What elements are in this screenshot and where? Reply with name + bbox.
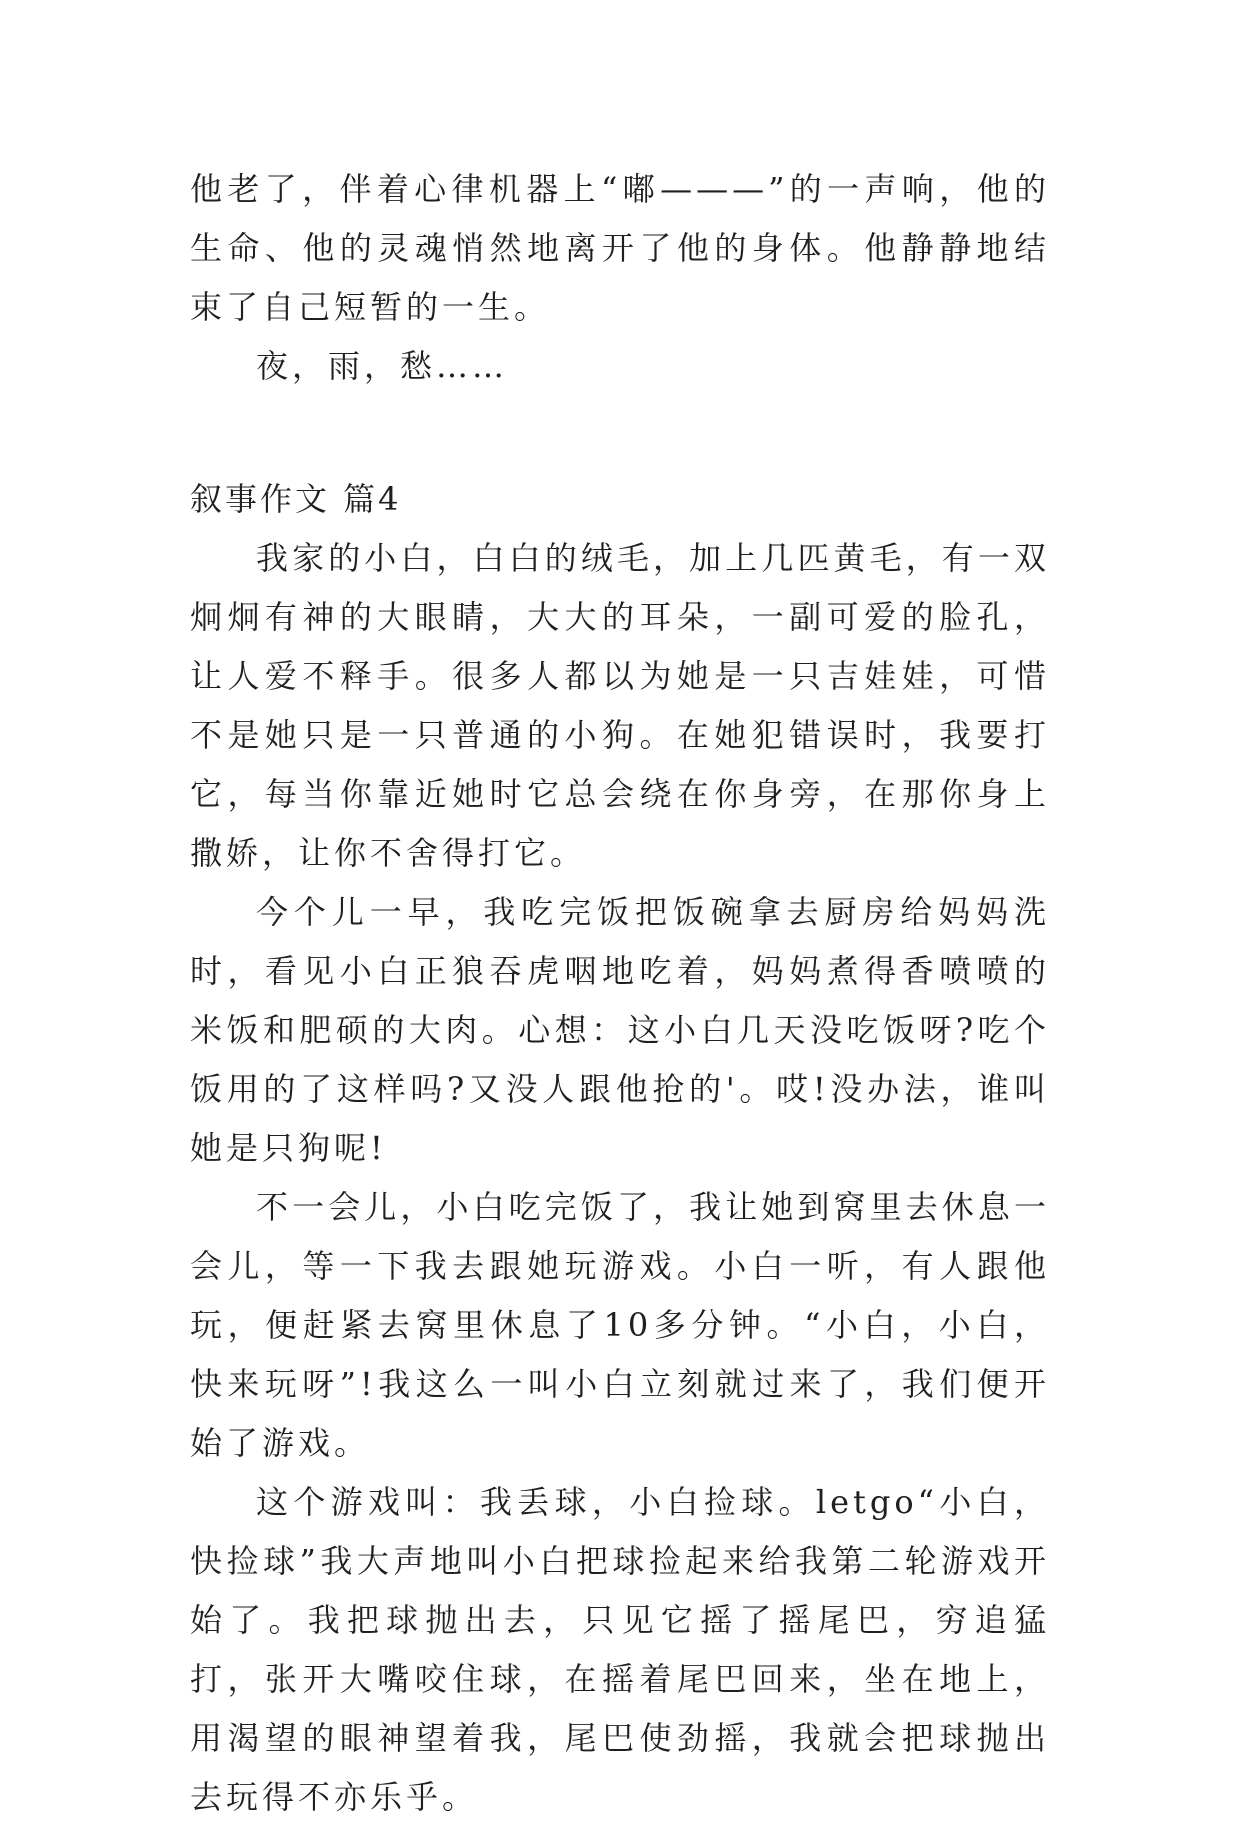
- paragraph-ball-game: 这个游戏叫：我丢球，小白捡球。letgo“小白，快捡球”我大声地叫小白把球捡起来给我第二轮游戏开始了。我把球抛出去，只见它摇了摇尾巴，穷追猛打，张开大嘴咬住球，在摇着尾巴回来，坐在地上，用渴望的眼神望着我，尾巴使劲摇，我就会把球抛出去玩得不亦乐乎。: [190, 1483, 1050, 1816]
- paragraph-intro-xiaobai: 我家的小白，白白的绒毛，加上几匹黄毛，有一双炯炯有神的大眼睛，大大的耳朵，一副可爱的脸孔，让人爱不释手。很多人都以为她是一只吉娃娃，可惜不是她只是一只普通的小狗。在她犯错误时，我要打它，每当你靠近她时它总会绕在你身旁，在那你身上撒娇，让你不舍得打它。: [190, 539, 1050, 872]
- paragraph-morning-meal: 今个儿一早，我吃完饭把饭碗拿去厨房给妈妈洗时，看见小白正狼吞虎咽地吃着，妈妈煮得香喷喷的米饭和肥硕的大肉。心想：这小白几天没吃饭呀?吃个饭用的了这样吗?又没人跟他抢的'。哎!没办法，谁叫她是只狗呢!: [190, 893, 1050, 1167]
- paragraph-rest-and-play: 不一会儿，小白吃完饭了，我让她到窝里去休息一会儿，等一下我去跟她玩游戏。小白一听，有人跟他玩，便赶紧去窝里休息了10多分钟。“小白，小白，快来玩呀”!我这么一叫小白立刻就过来了，我们便开始了游戏。: [190, 1188, 1050, 1462]
- section-heading: 叙事作文 篇4: [190, 480, 402, 518]
- document-content: [190, 160, 1050, 1827]
- section-gap: [190, 396, 1050, 469]
- paragraph-ending: 他老了，伴着心律机器上“嘟———”的一声响，他的生命、他的灵魂悄然地离开了他的身体。他静静地结束了自己短暂的一生。: [190, 170, 1050, 326]
- paragraph-night-rain: 夜，雨，愁……: [256, 347, 509, 385]
